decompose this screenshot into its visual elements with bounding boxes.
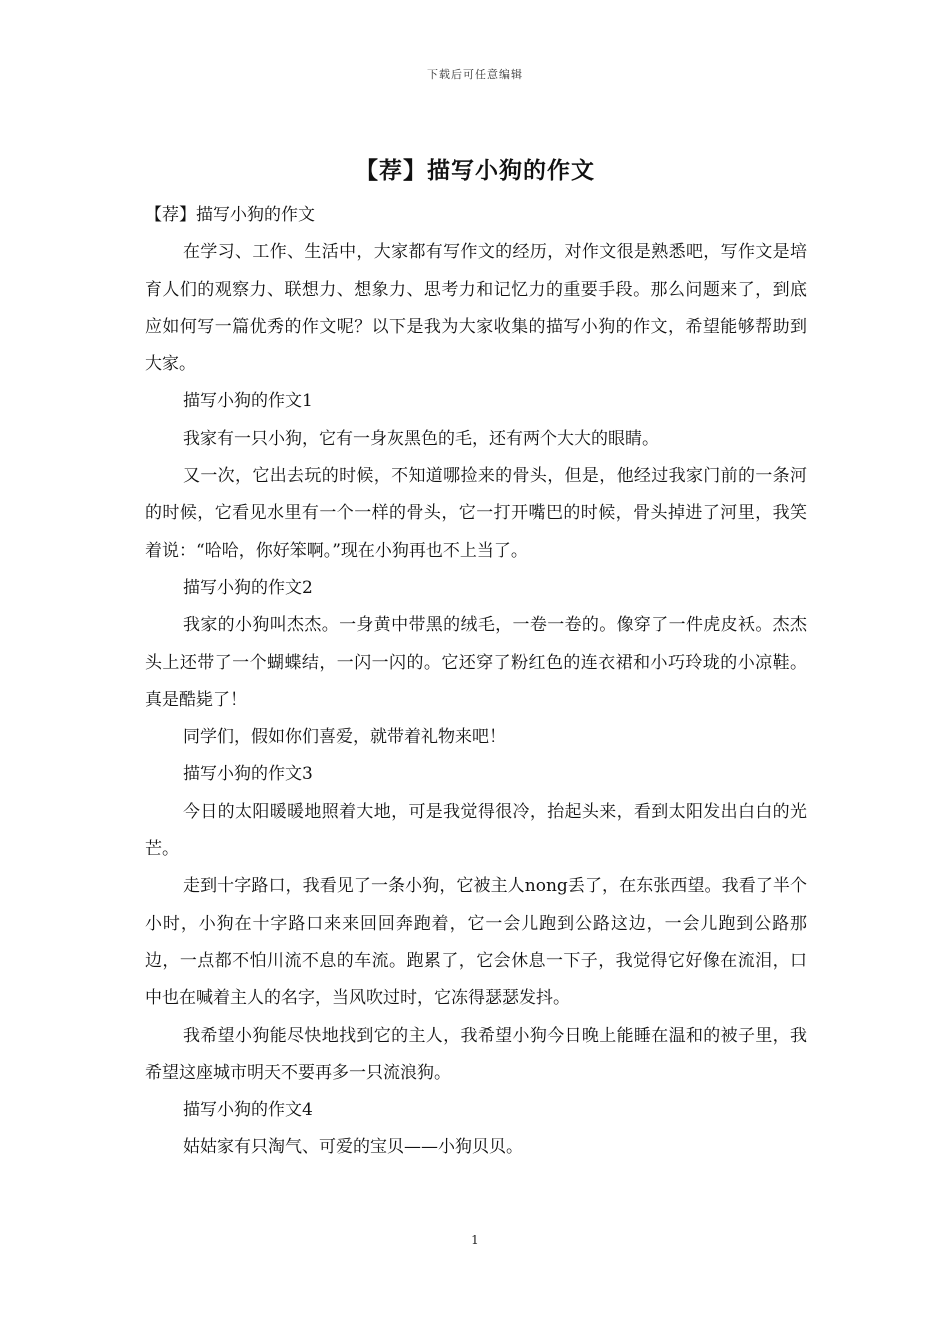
paragraph: 走到十字路口，我看见了一条小狗，它被主人nong丢了，在东张西望。我看了半个小时，小狗在十字路口来来回回奔跑着，它一会儿跑到公路这边，一会儿跑到公路那边，一点都不怕川流不息的车流。跑累了，它会休息一下子，我觉得它好像在流泪，口中也在喊着主人的名字，当风吹过时，它冻得瑟瑟发抖。 [145, 876, 807, 1009]
section-heading-2: 描写小狗的作文2 [183, 577, 313, 598]
paragraph: 姑姑家有只淘气、可爱的宝贝——小狗贝贝。 [183, 1137, 523, 1158]
section-heading-4: 描写小狗的作文4 [183, 1100, 313, 1121]
subtitle-line: 【荐】描写小狗的作文 [145, 205, 315, 225]
paragraph: 我希望小狗能尽快地找到它的主人，我希望小狗今日晚上能睡在温和的被子里，我希望这座城市明天不要再多一只流浪狗。 [145, 1025, 807, 1083]
section-heading-1: 描写小狗的作文1 [183, 391, 313, 412]
intro-paragraph: 在学习、工作、生活中，大家都有写作文的经历，对作文很是熟悉吧，写作文是培育人们的观察力、联想力、想象力、思考力和记忆力的重要手段。那么问题来了，到底应如何写一篇优秀的作文呢？以下是我为大家收集的描写小狗的作文，希望能够帮助到大家。 [145, 242, 807, 375]
document-title: 【荐】描写小狗的作文 [355, 158, 595, 184]
paragraph: 又一次，它出去玩的时候，不知道哪捡来的骨头，但是，他经过我家门前的一条河的时候，它看见水里有一个一样的骨头，它一打开嘴巴的时候，骨头掉进了河里，我笑着说：“哈哈，你好笨啊。”现在小狗再也不上当了。 [145, 466, 807, 561]
section-heading-3: 描写小狗的作文3 [183, 764, 313, 785]
paragraph: 我家有一只小狗，它有一身灰黑色的毛，还有两个大大的眼睛。 [183, 428, 659, 449]
page-number: 1 [471, 1233, 479, 1247]
header-note: 下载后可任意编辑 [427, 68, 523, 81]
document-body [145, 197, 807, 1167]
paragraph: 今日的太阳暖暖地照着大地，可是我觉得很冷，抬起头来，看到太阳发出白白的光芒。 [145, 801, 807, 860]
paragraph: 同学们，假如你们喜爱，就带着礼物来吧！ [183, 727, 506, 748]
paragraph: 我家的小狗叫杰杰。一身黄中带黑的绒毛，一卷一卷的。像穿了一件虎皮袄。杰杰头上还带了一个蝴蝶结，一闪一闪的。它还穿了粉红色的连衣裙和小巧玲珑的小凉鞋。真是酷毙了！ [145, 615, 807, 710]
